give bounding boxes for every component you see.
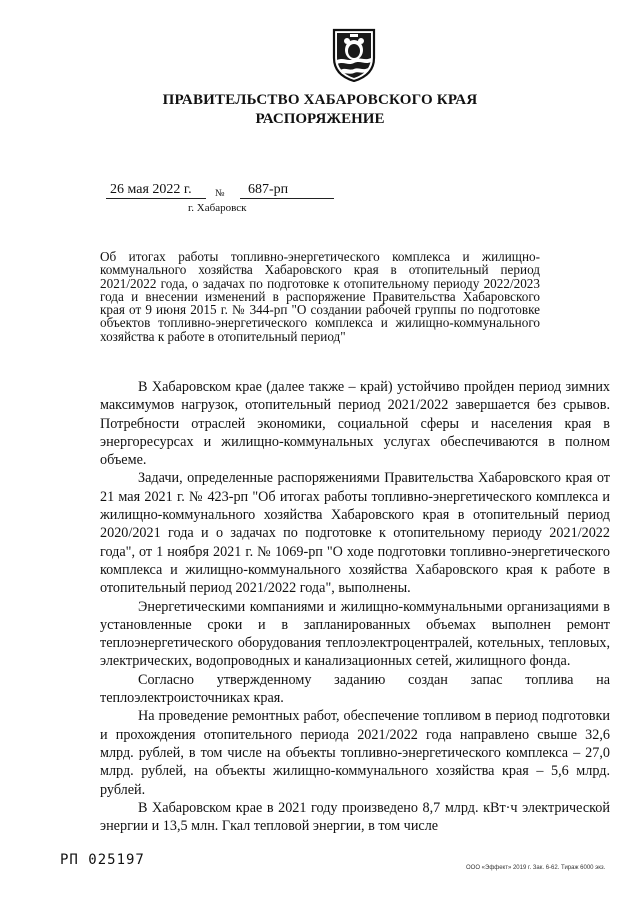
body-paragraph: На проведение ремонтных работ, обеспечение топливом в период подготовки и прохождения отопительного периода 2021/2022 года направлено свыше 32,6 млрд. рублей, в том числе на объекты топливно-энергетического комплекса – 27,0 млрд. рублей, на объекты жилищно-коммунального хозяйства края – 5,6 млрд. рублей. [100,708,610,798]
body-paragraph: В Хабаровском крае в 2021 году произведено 8,7 млрд. кВт·ч электрической энергии и 13,5 млн. Гкал тепловой энергии, в том числе [100,799,610,835]
government-name: ПРАВИТЕЛЬСТВО ХАБАРОВСКОГО КРАЯ [162,92,478,108]
body-paragraph: Энергетическими компаниями и жилищно-коммунальными организациями в установленные сроки и в запланированных объемах выполнен ремонт теплоэнергетического оборудования теплоэлектроцентралей, котельных, тепловых, электрических, водопроводных и канализационных сетей, жилищного фонда. [100,598,610,670]
date-underline [106,198,206,199]
document-date: 26 мая 2022 г. [110,182,192,197]
document-type: РАСПОРЯЖЕНИЕ [255,111,385,127]
number-underline [240,198,334,199]
body-paragraph: Согласно утвержденному заданию создан запас топлива на теплоэлектроисточниках края. [100,671,610,707]
form-code: РП 025197 [60,852,145,868]
body-paragraph: Задачи, определенные распоряжениями Правительства Хабаровского края от 21 мая 2021 г. № 423-рп "Об итогах работы топливно-энергетического комплекса и жилищно-коммунального хозяйства Хабаровского края в отопительный период 2020/2021 года и о задачах по подготовке к отопительному периоду 2021/2022 года", от 1 ноября 2021 г. № 1069-рп "О ходе подготовки топливно-энергетического комплекса и жилищно-коммунального хозяйства Хабаровского края к работе в отопительный период 2021/2022 года", выполнены. [100,470,610,597]
document-city: г. Хабаровск [188,202,247,214]
document-body [100,378,610,835]
body-paragraph: В Хабаровском крае (далее также – край) устойчиво пройден период зимних максимумов нагрузок, отопительный период 2021/2022 завершается без срывов. Потребности отраслей экономики, социальной сферы и населения края в энергоресурсах и жилищно-коммунальных услугах обеспечиваются в полном объеме. [100,379,610,469]
number-label: № [215,188,225,199]
printer-imprint: ООО «Эффект» 2019 г. Зак. 6-62. Тираж 6000 экз. [466,865,606,871]
document-number: 687-рп [248,182,289,197]
document-subject: Об итогах работы топливно-энергетического комплекса и жилищно-коммунального хозяйства Хабаровского края в отопительный период 2021/2022 года, о задачах по подготовке к отопительному периоду 2022/2023 года и внесении изменений в распоряжение Правительства Хабаровского края от 9 июня 2015 г. № 344-рп "О создании рабочей группы по подготовке объектов топливно-энергетического комплекса и жилищно-коммунального хозяйства к работе в отопительный период" [100,249,540,344]
coat-of-arms-icon [332,28,376,82]
